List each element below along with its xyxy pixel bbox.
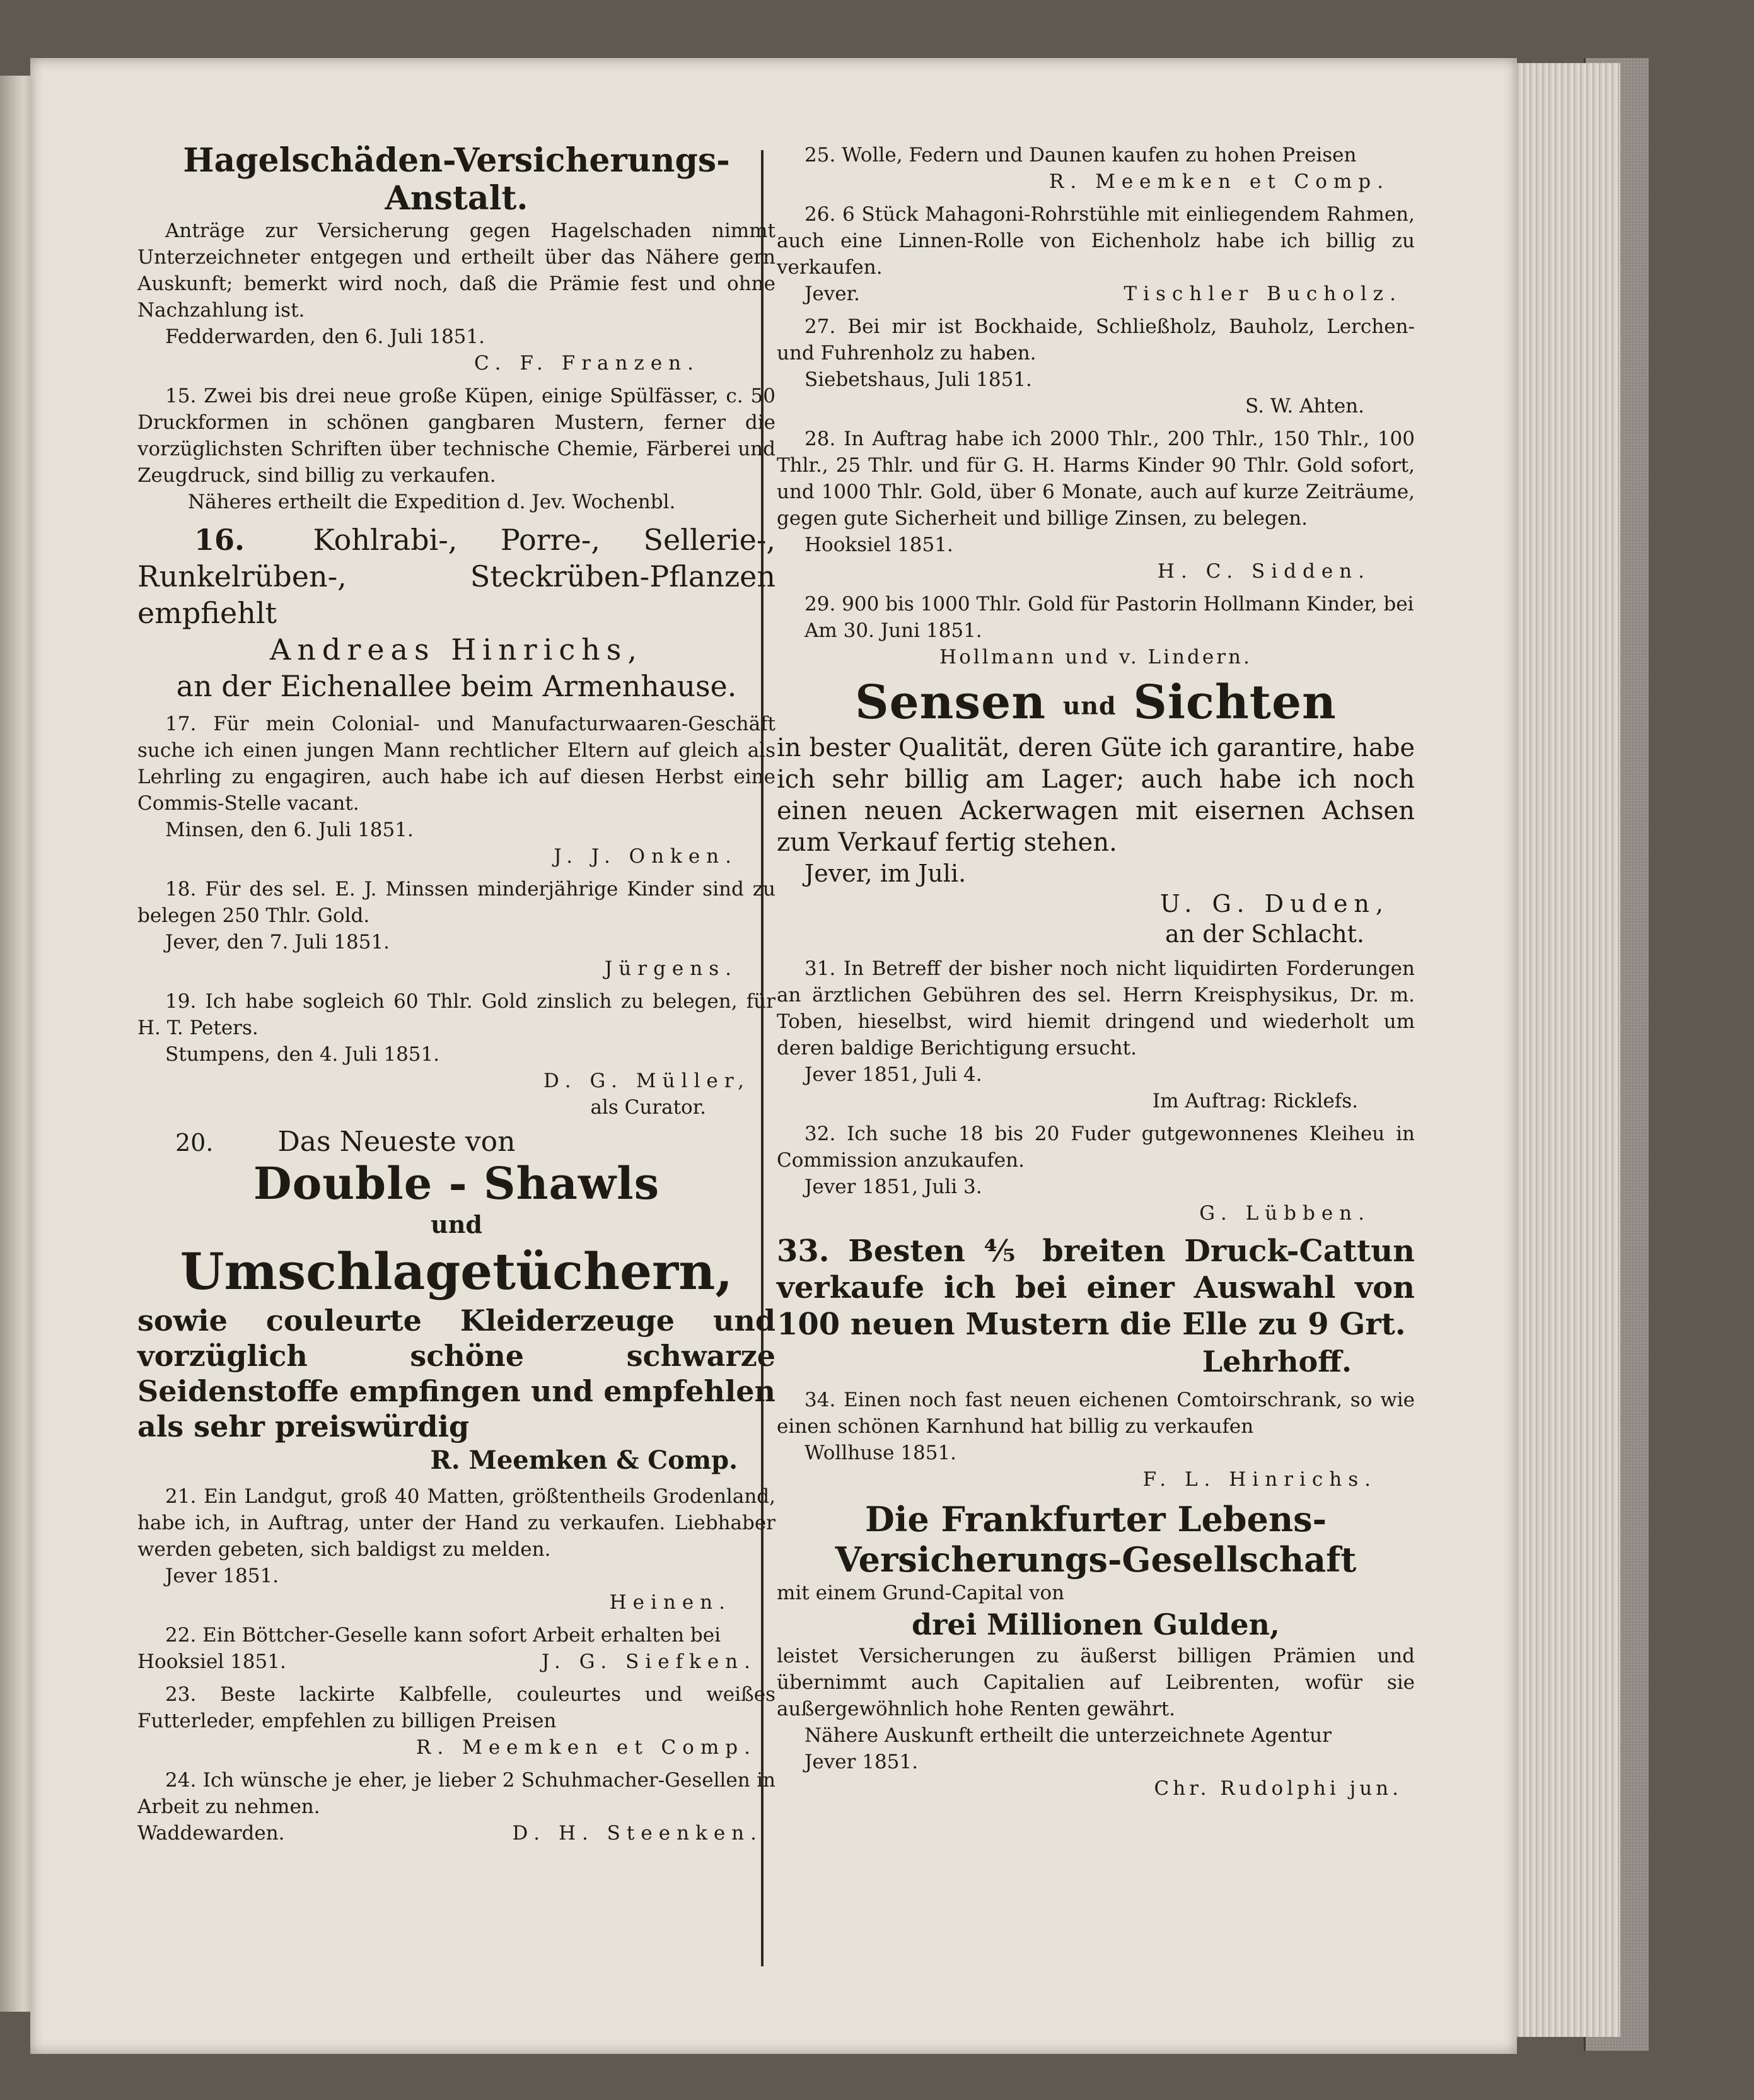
ad-17 <box>137 711 775 870</box>
ad-place: Waddewarden. <box>137 1822 285 1845</box>
ad-place-date: Jever, den 7. Juli 1851. <box>165 931 390 954</box>
ad-text: 25. Wolle, Federn und Daunen kaufen zu hohen Preisen <box>804 144 1357 166</box>
ad-line3: Umschlagetüchern, <box>180 1242 733 1301</box>
ad-signature: Hollmann und v. Lindern. <box>939 646 1252 668</box>
ad-body: Anträge zur Versicherung gegen Hagelschaden nimmt Unterzeichneter entgegen und ertheilt über das Nähere gern Auskunft; bemerkt wird noch, daß die Prämie fest und ohne Nachzahlung ist. <box>137 219 775 322</box>
ad-signature: R. Meemken & Comp. <box>430 1445 738 1475</box>
ad-signature: D. G. Müller, <box>543 1070 750 1092</box>
ad-number: 20. <box>175 1129 214 1157</box>
ad-signature: D. H. Steenken. <box>512 1822 763 1845</box>
ad-29 <box>777 591 1415 670</box>
ad-line3: Andreas Hinrichs, <box>270 633 643 667</box>
ad-22 <box>137 1622 775 1675</box>
ad-text: 27. Bei mir ist Bockhaide, Schließholz, Bauholz, Lerchen- und Fuhrenholz zu haben. <box>777 315 1415 365</box>
ad-place-date: Siebetshaus, Juli 1851. <box>804 368 1032 391</box>
ad-15 <box>137 383 775 515</box>
ad-33 <box>777 1233 1415 1380</box>
ad-text: 22. Ein Böttcher-Geselle kann sofort Arbeit erhalten bei <box>165 1624 721 1647</box>
ad-signature: Chr. Rudolphi jun. <box>1154 1776 1402 1800</box>
ad-20 <box>137 1127 775 1477</box>
ad-text: 26. 6 Stück Mahagoni-Rohrstühle mit einliegendem Rahmen, auch eine Linnen-Rolle von Eichenholz habe ich billig zu verkaufen. <box>777 203 1415 279</box>
ad-text: 34. Einen noch fast neuen eichenen Comtoirschrank, so wie einen schönen Karnhund hat billig zu verkaufen <box>777 1388 1415 1438</box>
ad-16 <box>137 522 775 704</box>
facing-page-edge <box>0 76 33 2012</box>
ad-signature: R. Meemken et Comp. <box>416 1736 757 1759</box>
ad-31 <box>777 955 1415 1114</box>
ad-24 <box>137 1767 775 1846</box>
ad-body: sowie couleurte Kleiderzeuge und vorzüglich schöne schwarze Seidenstoffe empfingen und empfehlen als sehr preiswürdig <box>137 1304 775 1444</box>
ad-line2: Runkelrüben-, Steckrüben-Pflanzen empfiehlt <box>137 559 775 630</box>
ad-text: 17. Für mein Colonial- und Manufacturwaaren-Geschäft suche ich einen jungen Mann rechtlicher Eltern auf gleich als Lehrling zu engagiren, auch habe ich auf diesen Herbst eine Commis-Stelle vacant. <box>137 713 775 815</box>
ad-place-date: Minsen, den 6. Juli 1851. <box>165 819 414 841</box>
ad-body: in bester Qualität, deren Güte ich garantire, habe ich sehr billig am Lager; auch habe ich noch einen neuen Ackerwagen mit eisernen Achsen zum Verkauf fertig stehen. <box>777 733 1415 857</box>
ad-signature: Im Auftrag: Ricklefs. <box>1152 1089 1358 1112</box>
ad-line2: drei Millionen Gulden, <box>912 1607 1280 1642</box>
ad-title2: Versicherungs-Gesellschaft <box>835 1539 1357 1580</box>
page-stack-edge <box>1501 63 1620 2037</box>
ad-text: 23. Beste lackirte Kalbfelle, couleurtes und weißes Futterleder, empfehlen zu billigen Preisen <box>137 1683 775 1732</box>
ad-line1: Kohlrabi-, Porre-, Sellerie-, <box>313 523 775 557</box>
ad-signature: Heinen. <box>609 1591 731 1614</box>
ad-signature: F. L. Hinrichs. <box>1142 1467 1377 1491</box>
ad-21 <box>137 1483 775 1616</box>
ad-text: 24. Ich wünsche je eher, je lieber 2 Schuhmacher-Gesellen in Arbeit zu nehmen. <box>137 1769 775 1818</box>
ad-body: leistet Versicherungen zu äußerst billigen Prämien und übernimmt auch Capitalien auf Leibrenten, wofür sie außergewöhnlich hohe Renten gewährt. <box>777 1644 1415 1720</box>
ad-place-date: Jever 1851, Juli 4. <box>804 1063 982 1086</box>
ad-27 <box>777 313 1415 419</box>
right-column <box>777 142 1415 1808</box>
ad-line1: Double - Shawls <box>253 1157 660 1210</box>
ad-place: Jever, im Juli. <box>804 859 967 887</box>
ad-text: 19. Ich habe sogleich 60 Thlr. Gold zinslich zu belegen, für H. T. Peters. <box>137 990 775 1039</box>
ad-title: Hagelschäden-Versicherungs-Anstalt. <box>183 141 730 218</box>
ad-frankfurter <box>777 1499 1415 1802</box>
ad-heading: Das Neueste von <box>277 1126 516 1158</box>
ad-role: als Curator. <box>590 1096 706 1119</box>
ad-hagel-insurance <box>137 142 775 376</box>
ad-23 <box>137 1681 775 1761</box>
ad-title-a: Sensen <box>855 675 1047 730</box>
ad-text: 15. Zwei bis drei neue große Küpen, einige Spülfässer, c. 50 Druckformen in schönen gangbaren Mustern, ferner die vorzüglichsten Schriften über technische Chemie, Färberei und Zeugdruck, sind billig zu verkaufen. <box>137 385 775 487</box>
ad-address: an der Schlacht. <box>1165 919 1364 948</box>
ad-text: 33. Besten ⅘ breiten Druck-Cattun verkaufe ich bei einer Auswahl von 100 neuen Mustern die Elle zu 9 Grt. <box>777 1233 1415 1342</box>
ad-text: 31. In Betreff der bisher noch nicht liquidirten Forderungen an ärztlichen Gebühren des sel. Herrn Kreisphysikus, Dr. m. Toben, hieselbst, wird hiemit dringend und wiederholt um deren baldige Berichtigung ersucht. <box>777 957 1415 1059</box>
ad-title-und: und <box>1062 691 1117 720</box>
left-column <box>137 142 775 1853</box>
ad-text: 18. Für des sel. E. J. Minssen minderjährige Kinder sind zu belegen 250 Thlr. Gold. <box>137 878 775 927</box>
ad-note: Nähere Auskunft ertheilt die unterzeichnete Agentur <box>804 1724 1332 1747</box>
ad-sensen-sichten <box>777 677 1415 949</box>
ad-place-date: Hooksiel 1851. <box>804 534 953 556</box>
ad-signature: Tischler Bucholz. <box>1124 283 1402 305</box>
ad-signature: S. W. Ahten. <box>1245 395 1364 417</box>
ad-text: 28. In Auftrag habe ich 2000 Thlr., 200 Thlr., 150 Thlr., 100 Thlr., 25 Thlr. und für G. H. Harms Kinder 90 Thlr. Gold sofort, und 1000 Thlr. Gold, über 6 Monate, auch auf kurze Zeiträume, gegen gute Sicherheit und billige Zinsen, zu belegen. <box>777 428 1415 530</box>
ad-18 <box>137 876 775 982</box>
ad-place-date: Hooksiel 1851. <box>137 1650 286 1673</box>
ad-19 <box>137 988 775 1121</box>
ad-signature: Lehrhoff. <box>1202 1344 1352 1379</box>
ad-place-date: Jever 1851. <box>804 1750 919 1773</box>
ad-signature: U. G. Duden, <box>1159 889 1390 918</box>
ad-text: 29. 900 bis 1000 Thlr. Gold für Pastorin Hollmann Kinder, bei <box>804 593 1414 615</box>
ad-place-date: Stumpens, den 4. Juli 1851. <box>165 1043 440 1066</box>
ad-place: Jever. <box>804 283 860 305</box>
ad-line4: an der Eichenallee beim Armenhause. <box>176 669 737 703</box>
ad-place-date: Am 30. Juni 1851. <box>804 619 982 642</box>
ad-place-date: Jever 1851. <box>165 1565 279 1587</box>
ad-25 <box>777 142 1415 195</box>
ad-line2: und <box>431 1210 482 1239</box>
ad-32 <box>777 1121 1415 1227</box>
ad-place-date: Wollhuse 1851. <box>804 1441 957 1464</box>
ad-34 <box>777 1387 1415 1493</box>
ad-signature: H. C. Sidden. <box>1157 560 1371 583</box>
ad-26 <box>777 201 1415 307</box>
ad-place-date: Fedderwarden, den 6. Juli 1851. <box>165 325 485 348</box>
ad-number: 16. <box>194 523 245 557</box>
ad-signature: C. F. Franzen. <box>474 352 700 375</box>
ad-note: Näheres ertheilt die Expedition d. Jev. Wochenbl. <box>188 491 676 513</box>
ad-signature: J. G. Siefken. <box>541 1650 757 1673</box>
ad-text: 32. Ich suche 18 bis 20 Fuder gutgewonnenes Kleiheu in Commission anzukaufen. <box>777 1122 1415 1172</box>
ad-signature: R. Meemken et Comp. <box>1049 170 1390 193</box>
ad-title1: Die Frankfurter Lebens- <box>864 1498 1327 1539</box>
ad-line1: mit einem Grund-Capital von <box>777 1581 1065 1604</box>
ad-signature: G. Lübben. <box>1199 1201 1371 1225</box>
ad-text: 21. Ein Landgut, groß 40 Matten, größtentheils Grodenland, habe ich, in Auftrag, unter der Hand zu verkaufen. Liebhaber werden gebeten, sich baldigst zu melden. <box>137 1485 775 1561</box>
ad-title-b: Sichten <box>1133 675 1337 730</box>
ad-28 <box>777 426 1415 585</box>
ad-place-date: Jever 1851, Juli 3. <box>804 1175 982 1198</box>
ad-signature: Jürgens. <box>604 957 738 980</box>
ad-signature: J. J. Onken. <box>554 845 738 868</box>
